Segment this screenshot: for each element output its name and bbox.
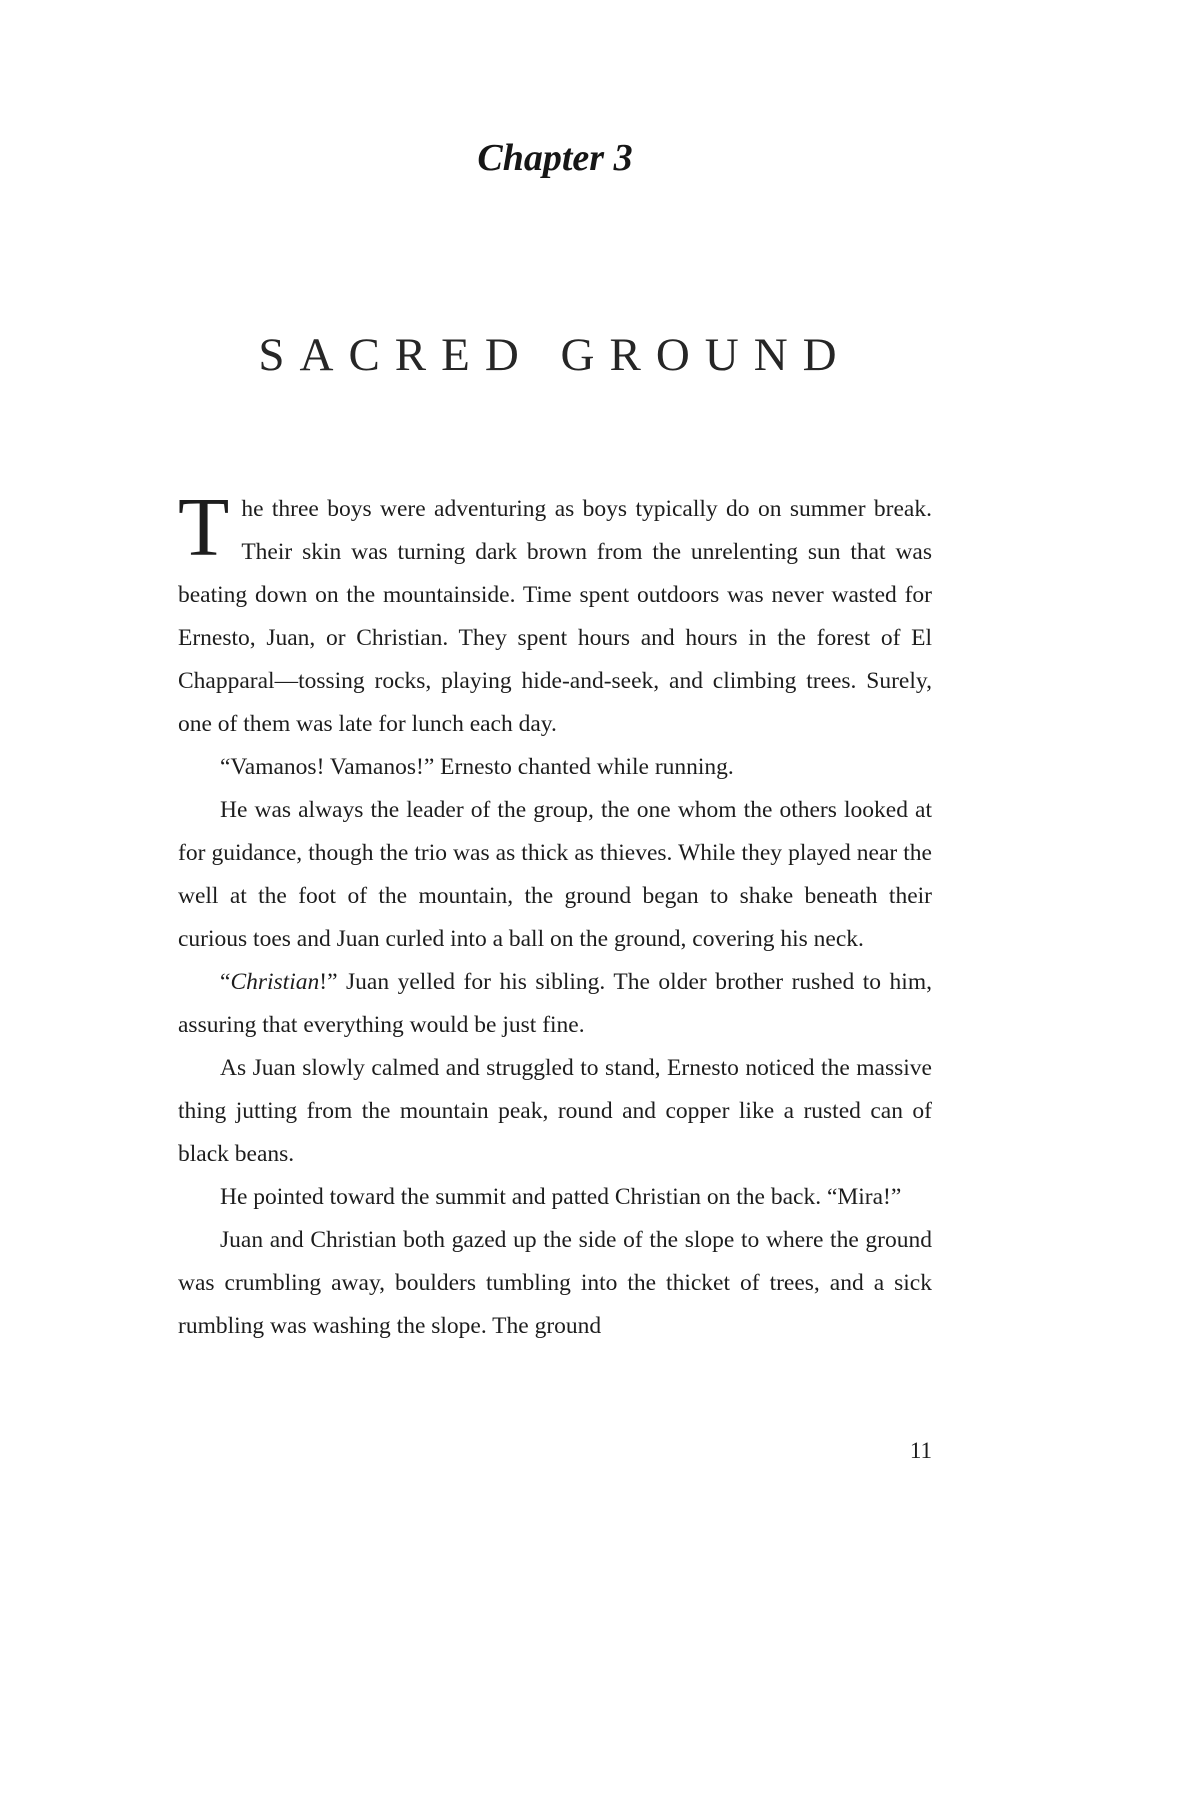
body-text	[178, 481, 932, 1348]
paragraph-2: “Vamanos! Vamanos!” Ernesto chanted while running.	[220, 754, 734, 780]
page-number: 11	[909, 1438, 932, 1463]
paragraph-4	[178, 961, 932, 1047]
paragraph-1	[178, 481, 932, 746]
paragraph-4-italic-word: Christian	[230, 969, 320, 995]
chapter-label: Chapter 3	[477, 137, 633, 179]
paragraph-6: He pointed toward the summit and patted Christian on the back. “Mira!”	[220, 1184, 902, 1210]
paragraph-1-text: he three boys were adventuring as boys typically do on summer break. Their skin was turning dark brown from the unrelenting sun that was beating down on the mountainside. Time spent outdoors was never wasted for Ernesto, Juan, or Christian. They spent hours and hours in the forest of El Chapparal—tossing rocks, playing hide-and-seek, and climbing trees. Surely, one of them was late for lunch each day.	[178, 496, 932, 737]
paragraph-3: He was always the leader of the group, the one whom the others looked at for guidance, though the trio was as thick as thieves. While they played near the well at the foot of the mountain, the ground began to shake beneath their curious toes and Juan curled into a ball on the ground, covering his neck.	[178, 797, 932, 952]
paragraph-4-open-quote: “	[220, 969, 231, 995]
text-block	[178, 0, 932, 1348]
paragraph-7: Juan and Christian both gazed up the side of the slope to where the ground was crumbling away, boulders tumbling into the thicket of trees, and a sick rumbling was washing the slope. The ground	[178, 1227, 932, 1339]
paragraph-4-rest: !” Juan yelled for his sibling. The older brother rushed to him, assuring that everything would be just fine.	[178, 969, 932, 1038]
paragraph-5: As Juan slowly calmed and struggled to stand, Ernesto noticed the massive thing jutting from the mountain peak, round and copper like a rusted can of black beans.	[178, 1055, 932, 1167]
chapter-title: SACRED GROUND	[258, 329, 852, 381]
drop-cap: T	[178, 481, 230, 574]
